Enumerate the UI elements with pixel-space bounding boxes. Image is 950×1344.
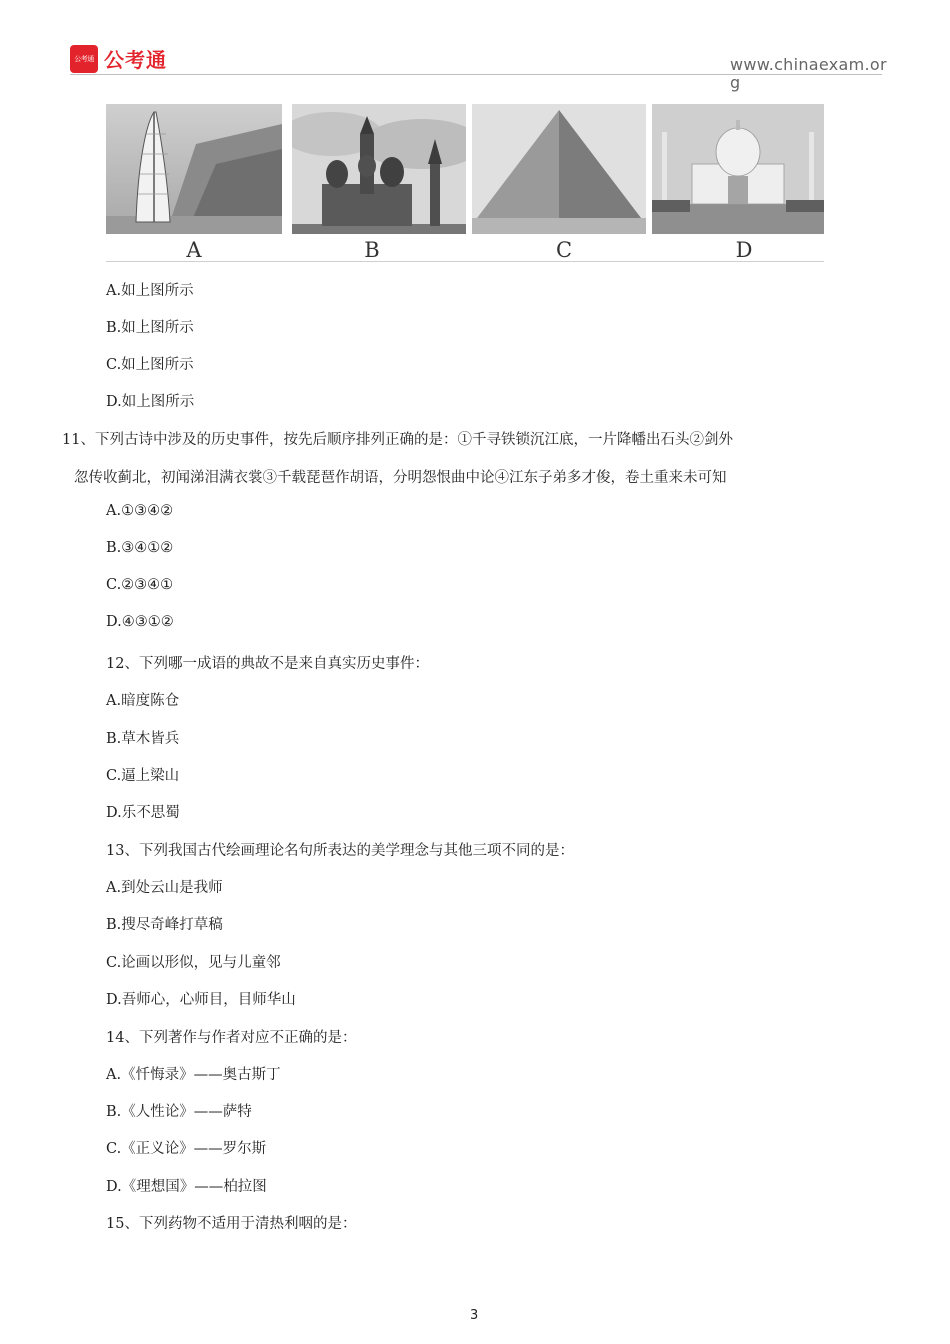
photo-b — [292, 104, 466, 234]
q14-option-a: A.《忏悔录》——奥古斯丁 — [106, 1067, 281, 1083]
q11-stem-line1: 11、下列古诗中涉及的历史事件，按先后顺序排列正确的是：①千寻铁锁沉江底，一片降幡出石头②剑外 — [62, 432, 733, 448]
q10-option-b: B.如上图所示 — [106, 320, 194, 336]
q11-stem-line2: 忽传收蓟北，初闻涕泪满衣裳③千载琵琶作胡语，分明怨恨曲中论④江东子弟多才俊，卷土重来未可知 — [74, 470, 727, 486]
page-number: 3 — [470, 1308, 479, 1323]
q13-option-c: C.论画以形似，见与儿童邻 — [106, 955, 281, 971]
header-divider — [70, 74, 882, 75]
q15-stem: 15、下列药物不适用于清热利咽的是： — [106, 1216, 357, 1232]
q13-option-d: D.吾师心，心师目，目师华山 — [106, 992, 296, 1008]
q14-stem: 14、下列著作与作者对应不正确的是： — [106, 1030, 357, 1046]
page-header — [0, 0, 950, 100]
q10-option-c: C.如上图所示 — [106, 357, 194, 373]
landmarks-figure — [106, 104, 824, 262]
logo — [70, 44, 167, 73]
q11-option-d: D.④③①② — [106, 614, 174, 630]
label-a: A — [186, 238, 202, 262]
q11-option-b: B.③④①② — [106, 540, 174, 556]
q11-option-c: C.②③④① — [106, 577, 174, 593]
photo-a — [106, 104, 282, 234]
q14-option-d: D.《理想国》——柏拉图 — [106, 1179, 267, 1195]
photo-d — [652, 104, 824, 234]
q13-option-b: B.搜尽奇峰打草稿 — [106, 917, 223, 933]
q14-option-c: C.《正义论》——罗尔斯 — [106, 1141, 267, 1157]
logo-text: 公考通 — [104, 48, 167, 72]
q12-stem: 12、下列哪一成语的典故不是来自真实历史事件： — [106, 656, 429, 672]
label-b: B — [364, 238, 380, 262]
q10-option-a: A.如上图所示 — [106, 283, 194, 299]
site-url: www.chinaexam.org — [730, 55, 887, 92]
q13-stem: 13、下列我国古代绘画理论名句所表达的美学理念与其他三项不同的是： — [106, 843, 574, 859]
q11-option-a: A.①③④② — [106, 503, 174, 519]
q14-option-b: B.《人性论》——萨特 — [106, 1104, 252, 1120]
logo-badge: 公考通 — [70, 45, 98, 73]
q12-option-b: B.草木皆兵 — [106, 731, 180, 747]
photo-c — [472, 104, 646, 234]
q13-option-a: A.到处云山是我师 — [106, 880, 223, 896]
q12-option-d: D.乐不思蜀 — [106, 805, 180, 821]
label-d: D — [735, 238, 753, 262]
figure-baseline — [106, 261, 824, 262]
q10-option-d: D.如上图所示 — [106, 394, 195, 410]
q12-option-c: C.逼上梁山 — [106, 768, 180, 784]
q12-option-a: A.暗度陈仓 — [106, 693, 180, 709]
label-c: C — [555, 238, 573, 262]
